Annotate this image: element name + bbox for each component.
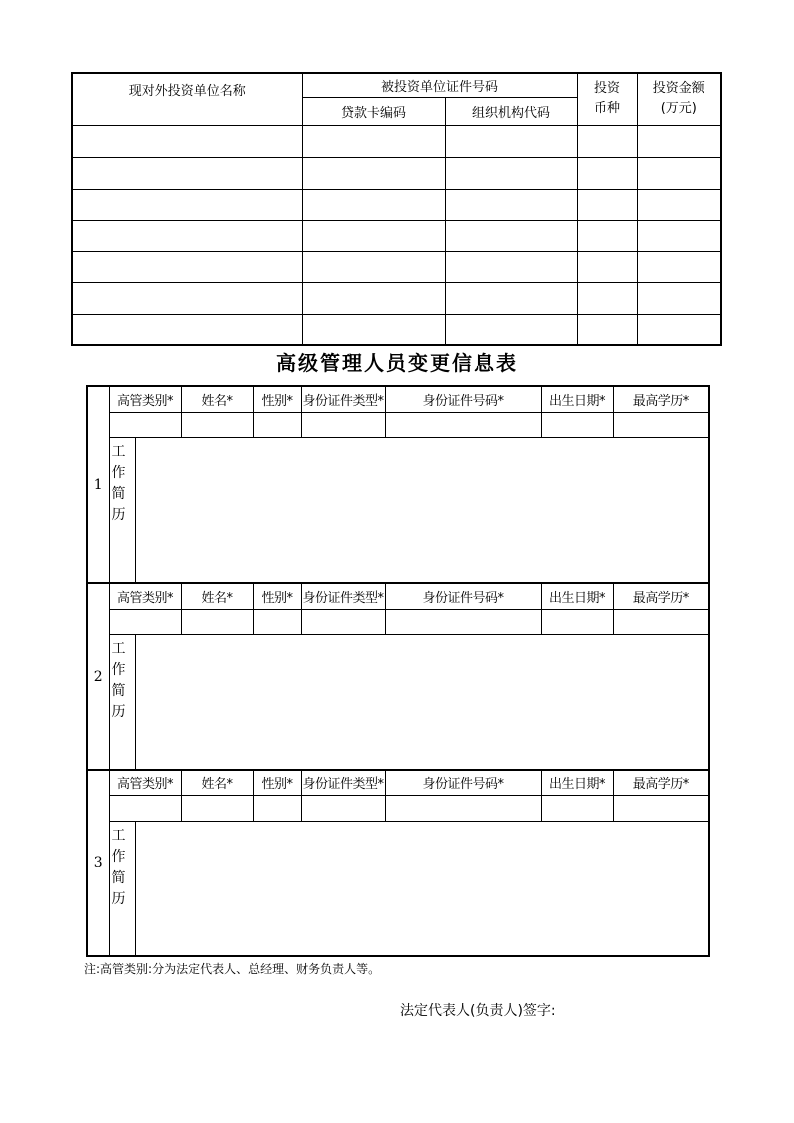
header-loan-card: 贷款卡编码 (302, 97, 445, 125)
executive-value-row (87, 796, 709, 822)
header-org-code: 组织机构代码 (445, 97, 577, 125)
investment-table (71, 72, 722, 346)
cell-loan-card[interactable] (302, 314, 445, 345)
cell-unit-name[interactable] (72, 157, 302, 189)
table-row (72, 251, 721, 282)
value-id-number[interactable] (385, 610, 541, 635)
cell-org-code[interactable] (445, 314, 577, 345)
value-birth-date[interactable] (541, 796, 613, 822)
label-gender: 性别* (253, 770, 301, 796)
header-amount-line2: (万元) (660, 101, 697, 117)
cell-loan-card[interactable] (302, 157, 445, 189)
cell-currency[interactable] (577, 189, 637, 220)
value-id-number[interactable] (385, 796, 541, 822)
header-currency (577, 73, 637, 125)
entry-index: 2 (87, 583, 109, 769)
value-id-type[interactable] (301, 412, 385, 437)
label-category: 高管类别* (109, 583, 181, 609)
executive-header-row (87, 386, 709, 412)
table-row (72, 189, 721, 220)
table-row (72, 282, 721, 314)
table-row (72, 314, 721, 345)
cell-currency[interactable] (577, 220, 637, 251)
label-name: 姓名* (181, 770, 253, 796)
value-gender[interactable] (253, 796, 301, 822)
cell-loan-card[interactable] (302, 125, 445, 157)
label-id-type: 身份证件类型* (301, 386, 385, 412)
label-education: 最高学历* (613, 770, 709, 796)
label-id-type: 身份证件类型* (301, 770, 385, 796)
value-gender[interactable] (253, 412, 301, 437)
label-education: 最高学历* (613, 386, 709, 412)
value-id-number[interactable] (385, 412, 541, 437)
cell-loan-card[interactable] (302, 220, 445, 251)
table-row (72, 125, 721, 157)
label-birth-date: 出生日期* (541, 386, 613, 412)
executive-header-row (87, 770, 709, 796)
value-category[interactable] (109, 412, 181, 437)
value-name[interactable] (181, 412, 253, 437)
value-name[interactable] (181, 796, 253, 822)
value-education[interactable] (613, 610, 709, 635)
label-id-number: 身份证件号码* (385, 770, 541, 796)
entry-index: 3 (87, 770, 109, 956)
cell-amount[interactable] (637, 189, 721, 220)
cell-org-code[interactable] (445, 220, 577, 251)
cell-unit-name[interactable] (72, 314, 302, 345)
executive-header-row (87, 583, 709, 609)
header-amount (637, 73, 721, 125)
cell-currency[interactable] (577, 314, 637, 345)
cell-amount[interactable] (637, 220, 721, 251)
cell-loan-card[interactable] (302, 251, 445, 282)
cell-loan-card[interactable] (302, 189, 445, 220)
label-name: 姓名* (181, 583, 253, 609)
label-birth-date: 出生日期* (541, 583, 613, 609)
cell-unit-name[interactable] (72, 189, 302, 220)
cell-currency[interactable] (577, 125, 637, 157)
table-row (72, 220, 721, 251)
value-education[interactable] (613, 796, 709, 822)
cell-org-code[interactable] (445, 189, 577, 220)
header-amount-line1: 投资金额 (652, 81, 705, 97)
value-birth-date[interactable] (541, 412, 613, 437)
cell-unit-name[interactable] (72, 282, 302, 314)
value-id-type[interactable] (301, 796, 385, 822)
header-cert-group: 被投资单位证件号码 (302, 73, 577, 97)
executive-value-row (87, 610, 709, 635)
category-note: 注:高管类别:分为法定代表人、总经理、财务负责人等。 (84, 962, 381, 976)
value-name[interactable] (181, 610, 253, 635)
resume-label: 工作简历 (109, 635, 135, 770)
header-currency-line2: 币种 (594, 101, 621, 117)
label-id-type: 身份证件类型* (301, 583, 385, 609)
label-birth-date: 出生日期* (541, 770, 613, 796)
label-id-number: 身份证件号码* (385, 583, 541, 609)
value-gender[interactable] (253, 610, 301, 635)
cell-loan-card[interactable] (302, 282, 445, 314)
page-title: 高级管理人员变更信息表 (276, 351, 518, 375)
cell-unit-name[interactable] (72, 251, 302, 282)
executive-resume-row (87, 635, 709, 770)
table-row (72, 157, 721, 189)
resume-label: 工作简历 (109, 822, 135, 956)
resume-field[interactable] (135, 635, 709, 770)
resume-field[interactable] (135, 822, 709, 956)
label-name: 姓名* (181, 386, 253, 412)
label-id-number: 身份证件号码* (385, 386, 541, 412)
executive-resume-row (87, 822, 709, 956)
label-education: 最高学历* (613, 583, 709, 609)
signature-label: 法定代表人(负责人)签字: (400, 1003, 556, 1019)
cell-currency[interactable] (577, 282, 637, 314)
cell-amount[interactable] (637, 157, 721, 189)
header-unit-name: 现对外投资单位名称 (72, 73, 302, 125)
cell-currency[interactable] (577, 157, 637, 189)
cell-org-code[interactable] (445, 251, 577, 282)
cell-amount[interactable] (637, 282, 721, 314)
header-currency-line1: 投资 (594, 81, 621, 97)
cell-amount[interactable] (637, 251, 721, 282)
value-category[interactable] (109, 796, 181, 822)
label-category: 高管类别* (109, 386, 181, 412)
cell-amount[interactable] (637, 314, 721, 345)
cell-unit-name[interactable] (72, 125, 302, 157)
executive-value-row (87, 412, 709, 437)
label-category: 高管类别* (109, 770, 181, 796)
entry-index: 1 (87, 386, 109, 583)
cell-org-code[interactable] (445, 282, 577, 314)
value-education[interactable] (613, 412, 709, 437)
value-category[interactable] (109, 610, 181, 635)
executive-resume-row (87, 437, 709, 583)
resume-field[interactable] (135, 437, 709, 583)
label-gender: 性别* (253, 583, 301, 609)
value-id-type[interactable] (301, 610, 385, 635)
cell-org-code[interactable] (445, 125, 577, 157)
resume-label: 工作简历 (109, 437, 135, 583)
cell-unit-name[interactable] (72, 220, 302, 251)
cell-org-code[interactable] (445, 157, 577, 189)
label-gender: 性别* (253, 386, 301, 412)
cell-amount[interactable] (637, 125, 721, 157)
value-birth-date[interactable] (541, 610, 613, 635)
cell-currency[interactable] (577, 251, 637, 282)
executive-table (86, 385, 710, 957)
